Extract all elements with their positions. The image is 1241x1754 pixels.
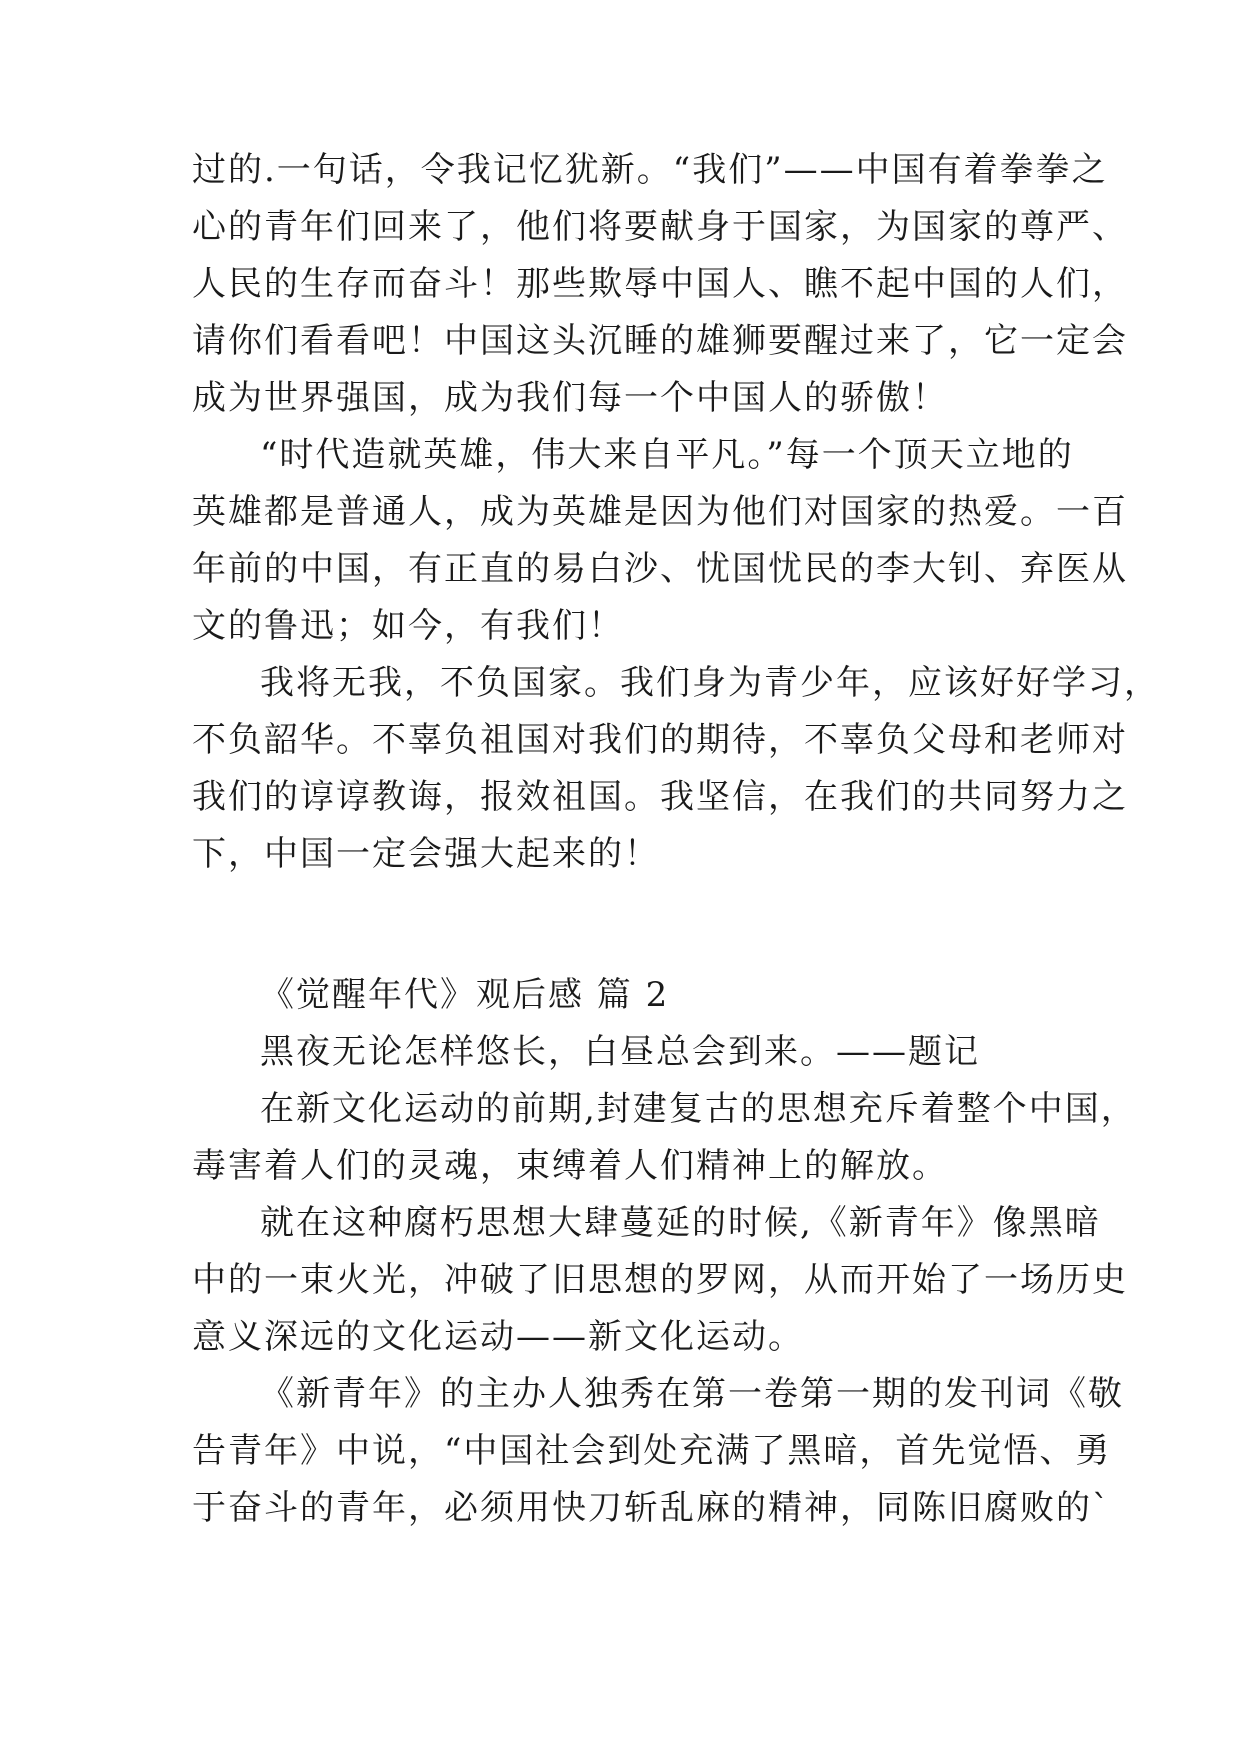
text-line: 成为世界强国，成为我们每一个中国人的骄傲！ bbox=[192, 378, 948, 418]
text-line: 英雄都是普通人，成为英雄是因为他们对国家的热爱。一百 bbox=[192, 492, 1128, 532]
text-line: 就在这种腐朽思想大肆蔓延的时候,《新青年》像黑暗 bbox=[260, 1203, 1101, 1243]
text-line: 我们的谆谆教诲，报效祖国。我坚信，在我们的共同努力之 bbox=[192, 777, 1128, 817]
text-line: 于奋斗的青年，必须用快刀斩乱麻的精神，同陈旧腐败的` bbox=[192, 1488, 1111, 1528]
text-line: 请你们看看吧！中国这头沉睡的雄狮要醒过来了，它一定会 bbox=[192, 321, 1128, 361]
text-line: 过的.一句话，令我记忆犹新。“我们”——中国有着拳拳之 bbox=[192, 150, 1108, 190]
text-line: 我将无我，不负国家。我们身为青少年，应该好好学习， bbox=[260, 663, 1160, 703]
text-line: 年前的中国，有正直的易白沙、忧国忧民的李大钊、弃医从 bbox=[192, 549, 1128, 589]
text-line: 《新青年》的主办人独秀在第一卷第一期的发刊词《敬 bbox=[260, 1374, 1124, 1414]
text-line: 下，中国一定会强大起来的！ bbox=[192, 834, 660, 874]
text-line: 中的一束火光，冲破了旧思想的罗网，从而开始了一场历史 bbox=[192, 1260, 1128, 1300]
text-line: 毒害着人们的灵魂，束缚着人们精神上的解放。 bbox=[192, 1146, 948, 1186]
text-line: 心的青年们回来了，他们将要献身于国家，为国家的尊严、 bbox=[192, 207, 1128, 247]
text-line: 不负韶华。不辜负祖国对我们的期待，不辜负父母和老师对 bbox=[192, 720, 1128, 760]
text-line: 黑夜无论怎样悠长，白昼总会到来。——题记 bbox=[260, 1032, 980, 1072]
text-line: 文的鲁迅；如今，有我们！ bbox=[192, 606, 624, 646]
section-title: 《觉醒年代》观后感 篇 2 bbox=[260, 975, 670, 1015]
text-line: 意义深远的文化运动——新文化运动。 bbox=[192, 1317, 804, 1357]
text-line: 在新文化运动的前期,封建复古的思想充斥着整个中国， bbox=[260, 1089, 1137, 1129]
text-line: 告青年》中说，“中国社会到处充满了黑暗，首先觉悟、勇 bbox=[192, 1431, 1112, 1471]
text-line: 人民的生存而奋斗！那些欺辱中国人、瞧不起中国的人们， bbox=[192, 264, 1128, 304]
text-line: “时代造就英雄，伟大来自平凡。”每一个顶天立地的 bbox=[260, 435, 1074, 475]
